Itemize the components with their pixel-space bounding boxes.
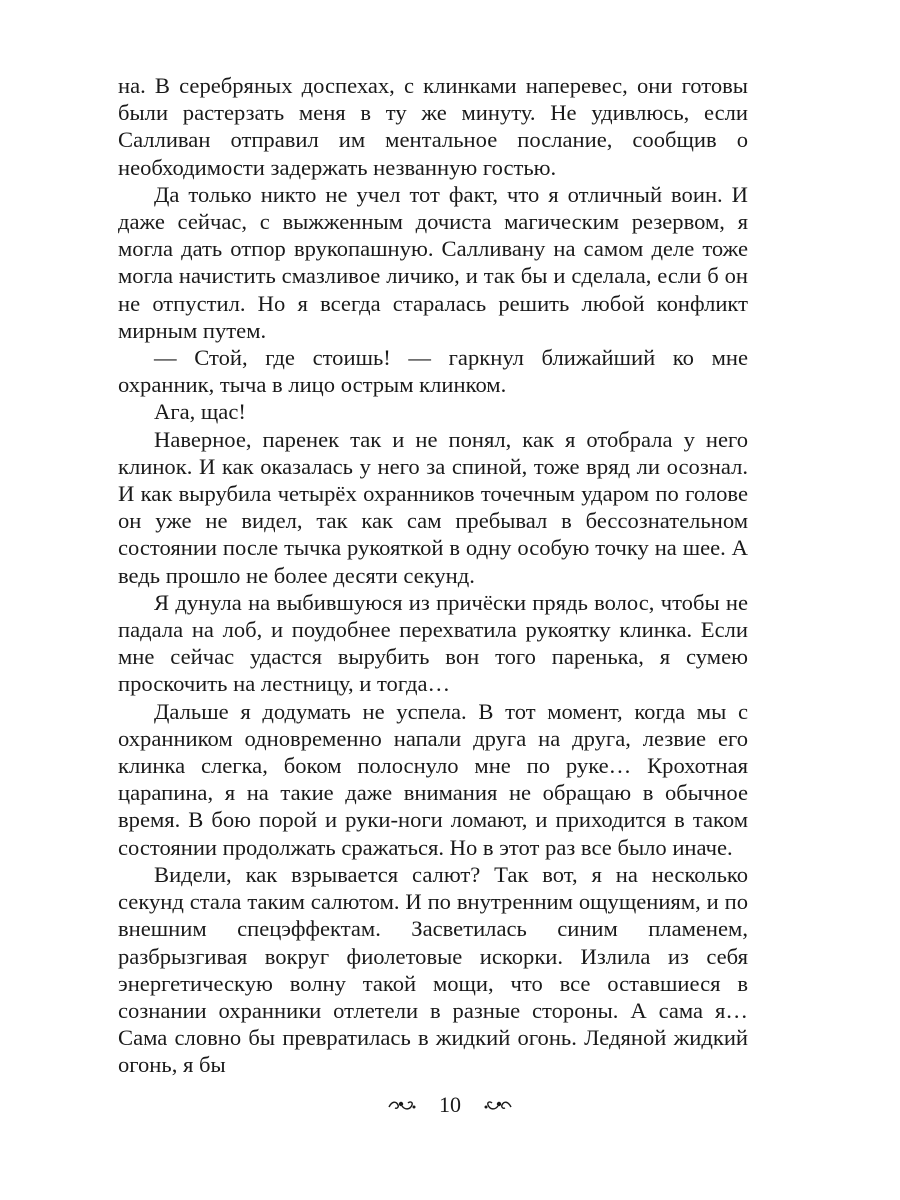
page-number: 10 bbox=[439, 1092, 461, 1117]
paragraph-3: — Стой, где стоишь! — гаркнул ближайший ко мне охранник, тыча в лицо острым клинком. bbox=[118, 345, 748, 398]
paragraph-4: Ага, щас! bbox=[154, 399, 246, 425]
paragraph-2: Да только никто не учел тот факт, что я отличный воин. И даже сейчас, с выжженным дочиста магическим резервом, я могла дать отпор врукопашную. Салливану на самом деле тоже могла начистить смазливое личико, и так бы и сделала, если б он не отпустил. Но я всегда старалась решить любой конфликт мирным путем. bbox=[118, 181, 748, 343]
page-footer bbox=[0, 1092, 900, 1118]
paragraph-1: на. В серебряных доспехах, с клинками наперевес, они готовы были растерзать меня в ту же минуту. Не удивлюсь, если Салливан отправил им ментальное послание, сообщив о необходимости задержать незванную гостью. bbox=[118, 73, 748, 180]
page-body-text bbox=[118, 72, 748, 1079]
paragraph-5: Наверное, паренек так и не понял, как я отобрала у него клинок. И как оказалась у него за спиной, тоже вряд ли осознал. И как вырубила четырёх охранников точечным ударом по голове он уже не видел, так как сам пребывал в бессознательном состоянии после тычка рукояткой в одну особую точку на шее. А ведь прошло не более десяти секунд. bbox=[118, 426, 748, 588]
paragraph-7: Дальше я додумать не успела. В тот момент, когда мы с охранником одновременно напали друга на друга, лезвие его клинка слегка, боком полоснуло мне по руке… Крохотная царапина, я на такие даже внимания не обращаю в обычное время. В бою порой и руки-ноги ломают, и приходится в таком состоянии продолжать сражаться. Но в этот раз все было иначе. bbox=[118, 698, 748, 860]
floral-ornament-icon bbox=[387, 1098, 417, 1112]
paragraph-8: Видели, как взрывается салют? Так вот, я на несколько секунд стала таким салютом. И по внутренним ощущениям, и по внешним спецэффектам. Засветилась синим пламенем, разбрызгивая вокруг фиолетовые искорки. Излила из себя энергетическую волну такой мощи, что все оставшиеся в сознании охранники отлетели в разные стороны. А сама я… Сама словно бы превратилась в жидкий огонь. Ледяной жидкий огонь, я бы bbox=[118, 861, 748, 1078]
paragraph-6: Я дунула на выбившуюся из причёски прядь волос, чтобы не падала на лоб, и поудобнее перехватила рукоятку клинка. Если мне сейчас удастся вырубить вон того паренька, я сумею проскочить на лестницу, и тогда… bbox=[118, 589, 748, 697]
floral-ornament-icon bbox=[483, 1098, 513, 1112]
